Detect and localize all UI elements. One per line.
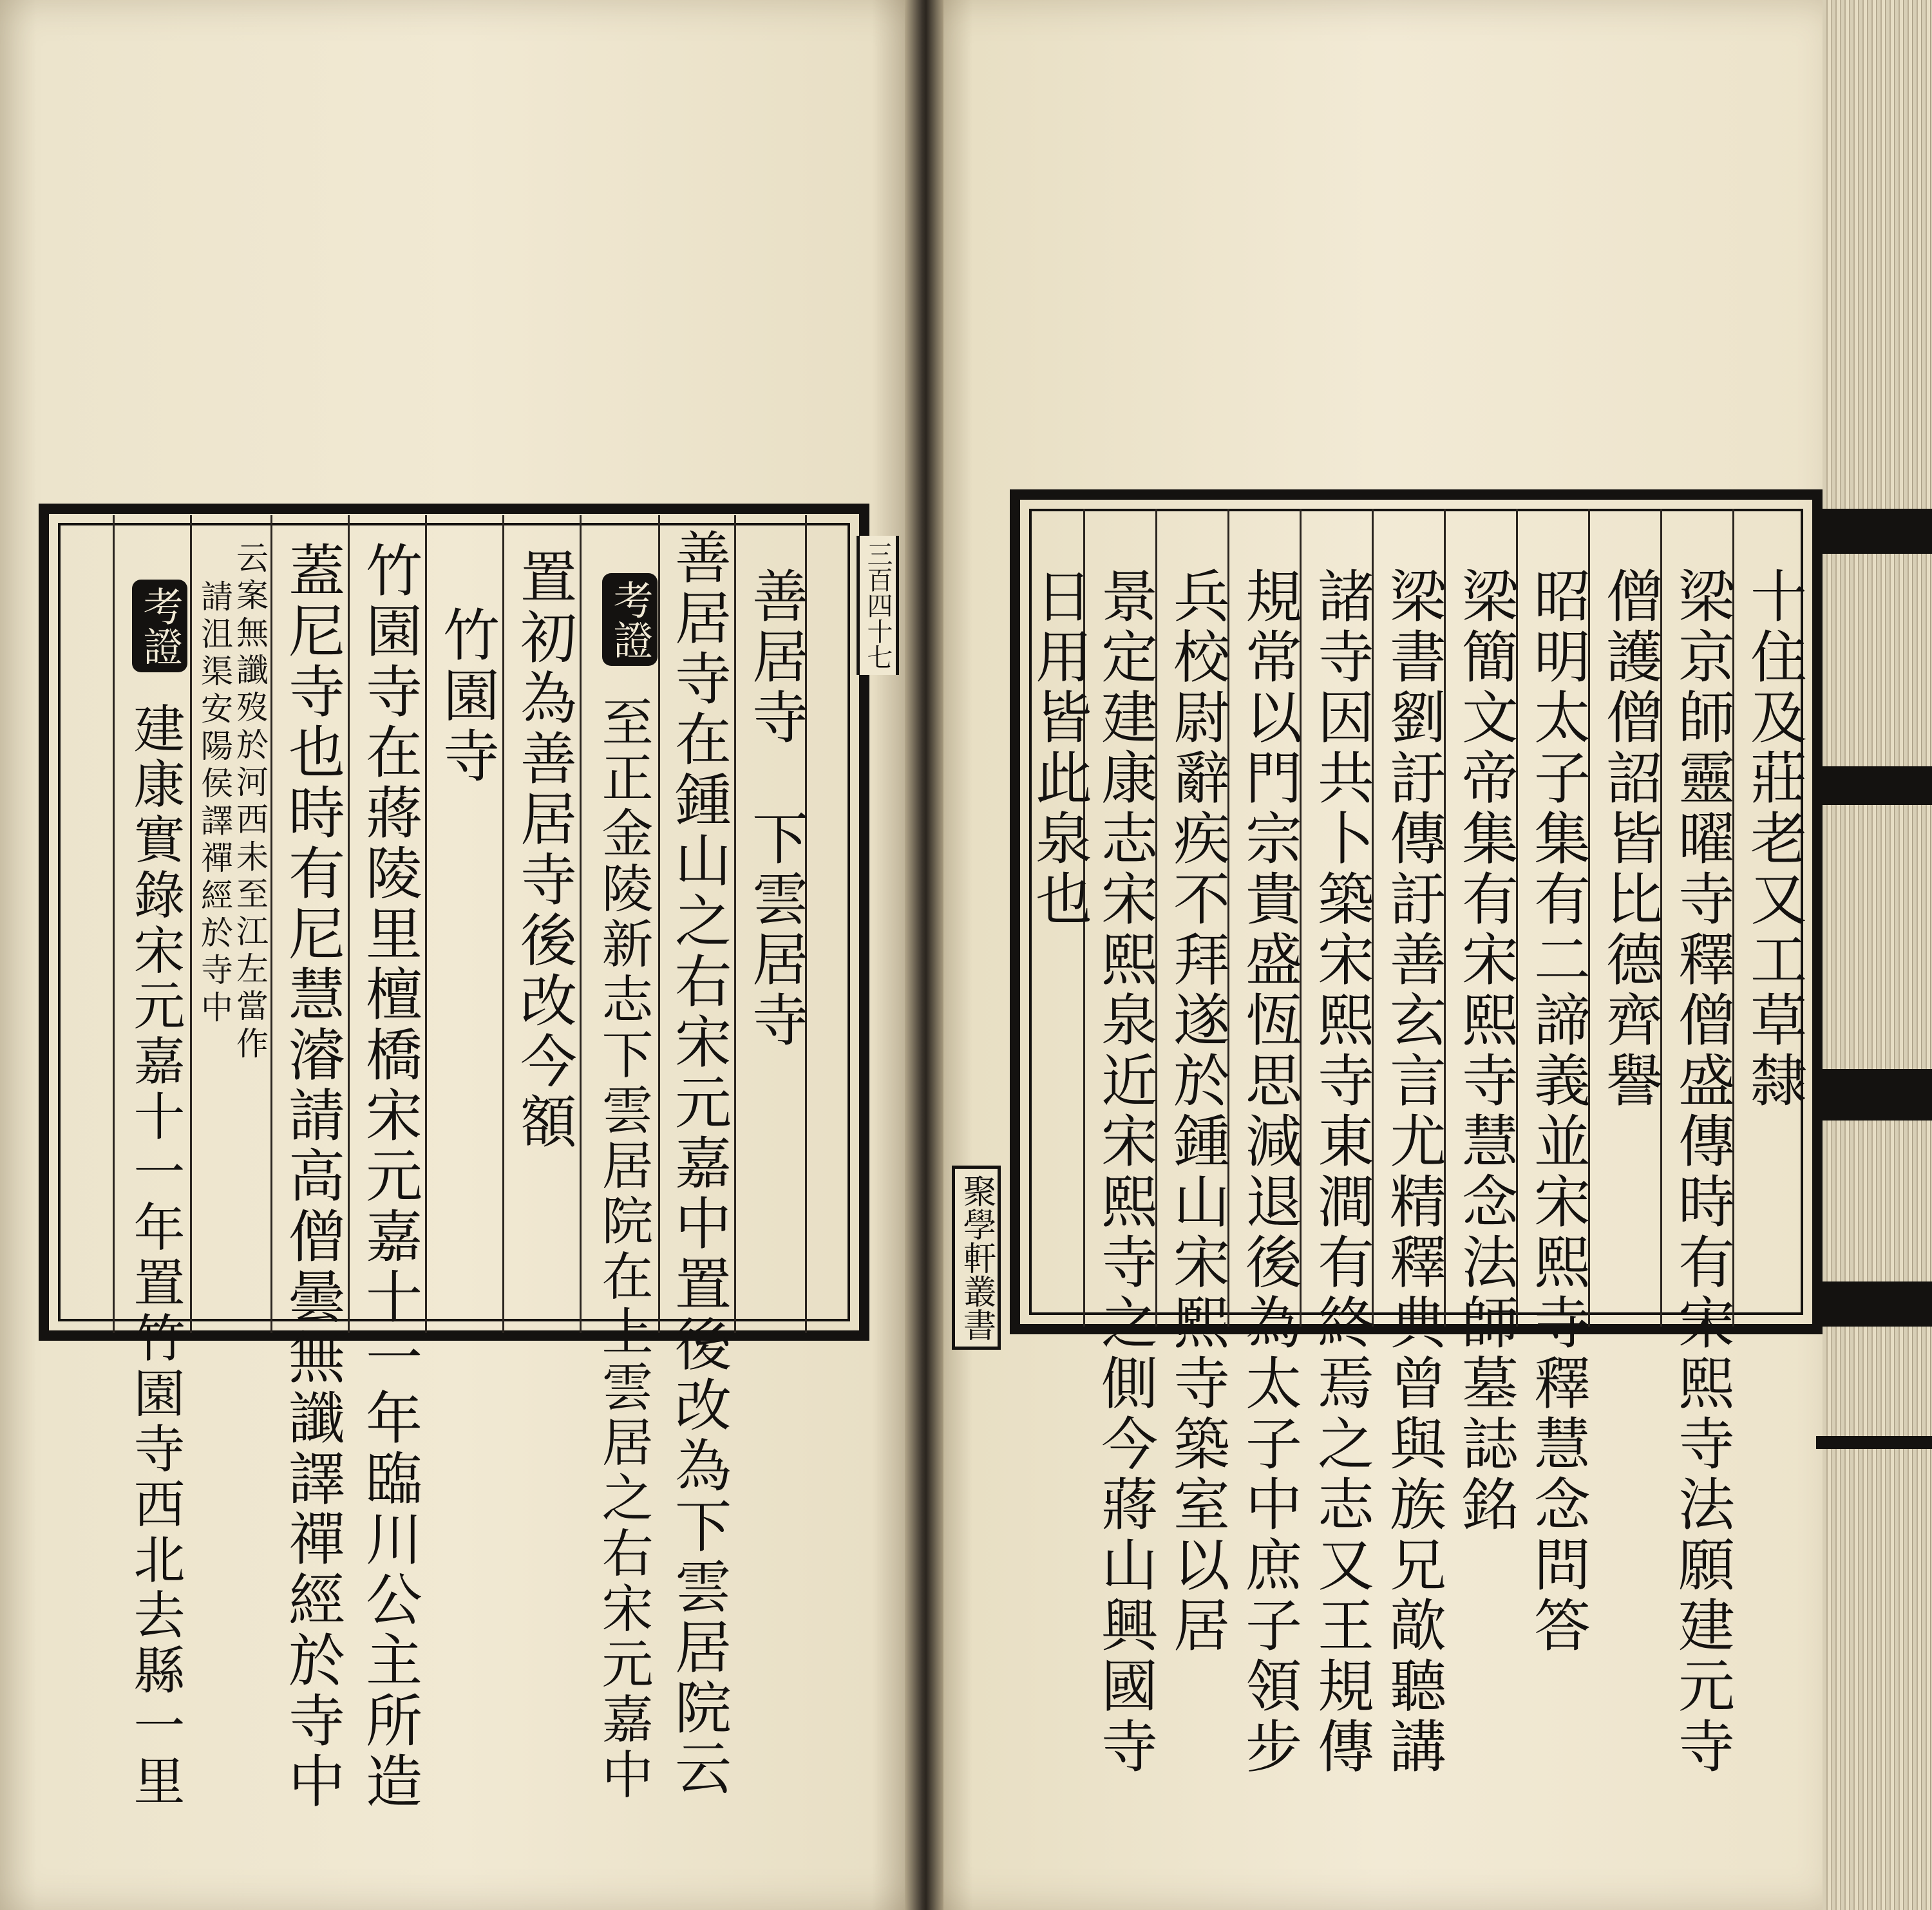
edge-ink-band [1816,1436,1932,1449]
folio-label: 三百四十七 [857,536,899,675]
column: 昭明太子集有二諦義並宋熙寺釋慧念問答 [1525,567,1591,1656]
column: 竹園寺 [434,605,500,787]
annotation-column: 請沮渠安陽侯譯禪經於寺中 [196,580,233,1028]
edge-ink-band [1816,766,1932,805]
kaozheng-badge: 考證 [132,580,187,672]
column: 十住及莊老又工草隸 [1741,567,1808,1111]
column: 梁簡文帝集有宋熙寺慧念法師墓誌銘 [1453,567,1519,1535]
column: 梁書劉訏傳訏善玄言尤精釋典曾與族兄歊聽講 [1381,567,1447,1777]
column: 至正金陵新志下雲居院在上雲居之右宋元嘉中 [593,695,653,1803]
column: 梁京師靈曜寺釋僧盛傳時有宋熙寺法願建元寺 [1669,567,1736,1777]
column: 僧護僧詔皆比德齊譽 [1597,567,1663,1111]
column: 諸寺因共卜築宋熙寺東澗有終焉之志又王規傳 [1309,567,1375,1777]
column: 置初為善居寺後改今額 [511,547,578,1153]
edge-ink-band [1816,1281,1932,1327]
column: 善居寺 下雲居寺 [743,567,810,1051]
column: 景定建康志宋熙泉近宋熙寺之側今蔣山興國寺 [1092,567,1159,1777]
annotation-column: 云案無讖歿於河西未至江左當作 [231,541,269,1064]
column: 竹園寺在蔣陵里檀橋宋元嘉十一年臨川公主所造 [357,541,423,1812]
kaozheng-badge: 考證 [602,573,658,666]
column: 建康實錄宋元嘉十一年置竹園寺西北去縣一里 [125,702,185,1810]
edge-ink-band [1816,509,1932,554]
collection-title: 聚學軒叢書 [952,1166,1001,1350]
column: 兵校尉辭疾不拜遂於鍾山宋熙寺築室以居 [1164,567,1231,1656]
book-gutter [905,0,943,1910]
column: 日用皆此泉也 [1027,567,1093,930]
column: 規常以門宗貴盛恆思減退後為太子中庶子領步 [1236,567,1303,1777]
page-edges [1823,0,1932,1910]
column: 善居寺在鍾山之右宋元嘉中置後改為下雲居院云 [666,528,732,1799]
edge-ink-band [1816,1069,1932,1120]
column: 蓋尼寺也時有尼慧濬請高僧曇無讖譯禪經於寺中 [279,541,346,1812]
